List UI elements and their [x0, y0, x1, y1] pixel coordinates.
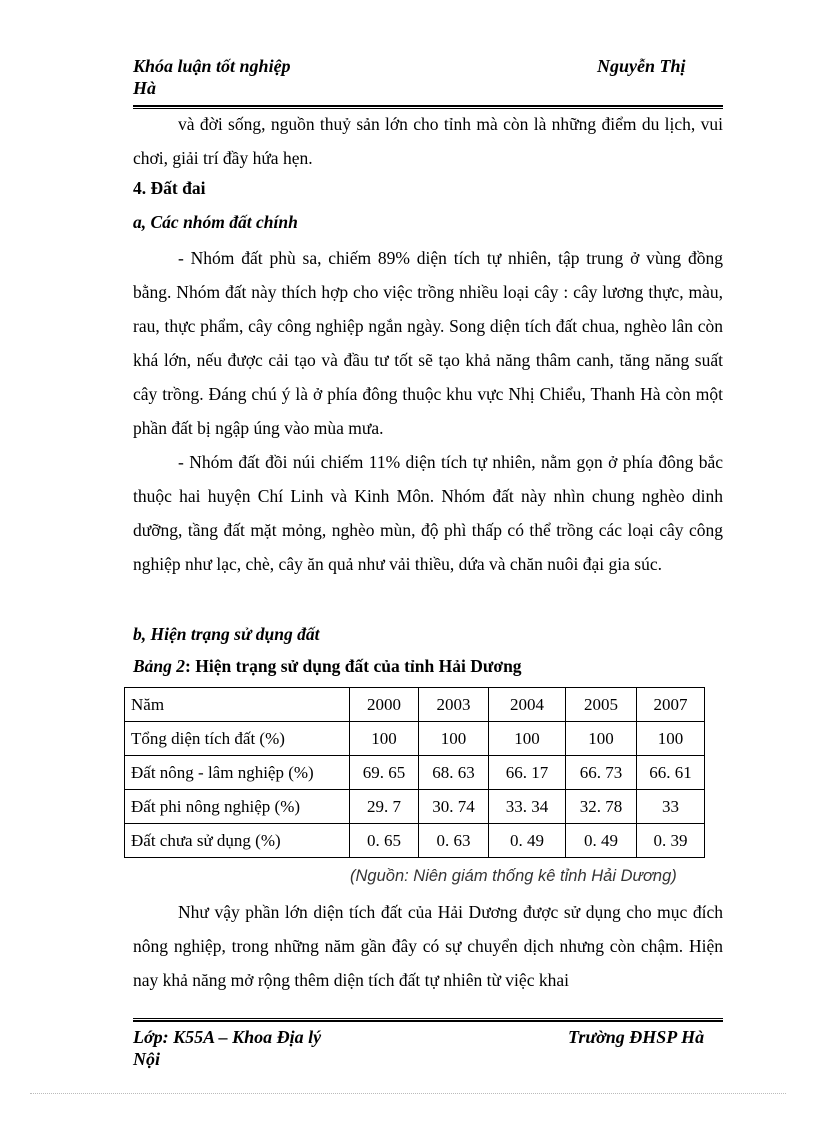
intro-paragraph: và đời sống, nguồn thuỷ sản lớn cho tỉnh mà còn là những điểm du lịch, vui chơi, giải trí đầy hứa hẹn.	[133, 114, 723, 168]
table-cell: 0. 49	[566, 824, 637, 858]
subsection-b-title: b, Hiện trạng sử dụng đất	[133, 624, 320, 644]
table-cell: 0. 39	[637, 824, 705, 858]
table-cell: 32. 78	[566, 790, 637, 824]
conclusion-paragraph: Như vậy phần lớn diện tích đất của Hải Dương được sử dụng cho mục đích nông nghiệp, trong những năm gần đây có sự chuyển dịch nhưng còn chậm. Hiện nay khả năng mở rộng thêm diện tích đất tự nhiên từ việc khai	[133, 902, 723, 990]
page-bottom-dotted-border	[30, 1093, 786, 1094]
table-header-cell: 2000	[350, 688, 419, 722]
table-cell: 33. 34	[489, 790, 566, 824]
table-header-cell: 2005	[566, 688, 637, 722]
footer-right: Trường ĐHSP Hà	[568, 1027, 705, 1047]
table-row	[125, 756, 705, 790]
paragraph-hill-soil: - Nhóm đất đồi núi chiếm 11% diện tích tự nhiên, nằm gọn ở phía đông bắc thuộc hai huyện Chí Linh và Kinh Môn. Nhóm đất này nhìn chung nghèo dinh dưỡng, tầng đất mặt mỏng, nghèo mùn, độ phì thấp có thể trồng các loại cây công nghiệp như lạc, chè, cây ăn quả như vải thiều, dứa và chăn nuôi đại gia súc.	[133, 452, 723, 574]
table-cell: Đất chưa sử dụng (%)	[125, 824, 350, 858]
table-cell: 66. 73	[566, 756, 637, 790]
footer-rule	[133, 1018, 723, 1022]
table-cell: 100	[637, 722, 705, 756]
footer-continuation: Nội	[133, 1049, 160, 1069]
table-cell: 0. 63	[419, 824, 489, 858]
table-caption-label: Bảng 2	[133, 656, 186, 676]
table-header-cell: 2003	[419, 688, 489, 722]
table-cell: 100	[489, 722, 566, 756]
table-cell: 100	[566, 722, 637, 756]
table-cell: 66. 61	[637, 756, 705, 790]
table-cell: Đất nông - lâm nghiệp (%)	[125, 756, 350, 790]
table-cell: 0. 65	[350, 824, 419, 858]
header-continuation: Hà	[133, 78, 157, 98]
table-row	[125, 824, 705, 858]
table-row	[125, 790, 705, 824]
table-caption-text: : Hiện trạng sử dụng đất của tỉnh Hải Dương	[185, 656, 522, 676]
intro-block	[133, 107, 723, 175]
section4-body	[133, 241, 723, 581]
paragraph-alluvial-soil: - Nhóm đất phù sa, chiếm 89% diện tích tự nhiên, tập trung ở vùng đồng bằng. Nhóm đất này thích hợp cho việc trồng nhiều loại cây : cây lương thực, màu, rau, thực phẩm, cây công nghiệp ngắn ngày. Song diện tích đất chua, nghèo lân còn khá lớn, nếu được cải tạo và đầu tư tốt sẽ tạo khả năng thâm canh, tăng năng suất cây trồng. Đáng chú ý là ở phía đông thuộc khu vực Nhị Chiểu, Thanh Hà còn một phần đất bị ngập úng vào mùa mưa.	[133, 248, 723, 438]
table-header-row	[125, 688, 705, 722]
header-right: Nguyễn Thị	[597, 56, 686, 76]
table-cell: 68. 63	[419, 756, 489, 790]
footer-left: Lớp: K55A – Khoa Địa lý	[133, 1027, 322, 1047]
table-cell: 100	[419, 722, 489, 756]
table-cell: Đất phi nông nghiệp (%)	[125, 790, 350, 824]
table-source-note: (Nguồn: Niên giám thống kê tỉnh Hải Dương)	[350, 867, 677, 885]
table-cell: 33	[637, 790, 705, 824]
table-header-cell: Năm	[125, 688, 350, 722]
conclusion-block	[133, 895, 723, 997]
subsection-a-title: a, Các nhóm đất chính	[133, 212, 298, 232]
land-use-table	[124, 687, 705, 858]
table-row	[125, 722, 705, 756]
table-cell: 0. 49	[489, 824, 566, 858]
table-header-cell: 2004	[489, 688, 566, 722]
table-cell: 100	[350, 722, 419, 756]
table-cell: 29. 7	[350, 790, 419, 824]
header-left: Khóa luận tốt nghiệp	[133, 56, 291, 76]
table-cell: 69. 65	[350, 756, 419, 790]
section-title: 4. Đất đai	[133, 178, 206, 198]
table-caption	[133, 656, 522, 677]
table-cell: 30. 74	[419, 790, 489, 824]
table-cell: 66. 17	[489, 756, 566, 790]
table-header-cell: 2007	[637, 688, 705, 722]
table-cell: Tổng diện tích đất (%)	[125, 722, 350, 756]
